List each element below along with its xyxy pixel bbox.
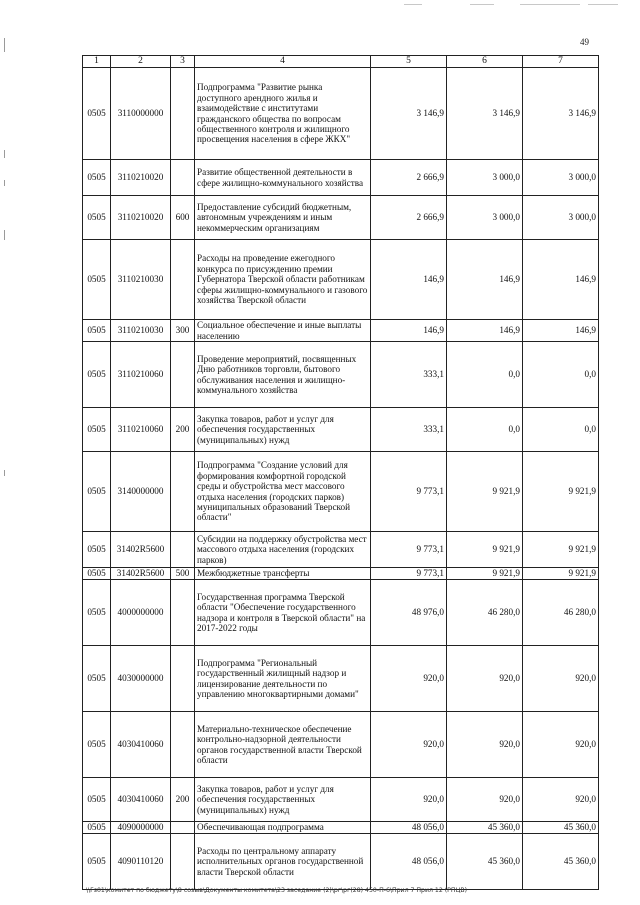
target-code-cell: 4030410060 xyxy=(111,778,171,822)
section-cell: 0505 xyxy=(83,452,111,532)
amount-year1-cell: 2 666,9 xyxy=(371,196,447,240)
item-name-cell: Социальное обеспечение и иные выплаты населению xyxy=(195,320,371,342)
section-cell: 0505 xyxy=(83,822,111,834)
item-name-cell: Государственная программа Тверской области "Обеспечение государственного надзора и контроля в Тверской области" на 2017-2022 годы xyxy=(195,580,371,646)
target-code-cell: 3110210060 xyxy=(111,342,171,408)
amount-year3-cell: 45 360,0 xyxy=(523,834,599,890)
table-row xyxy=(83,452,599,532)
target-code-cell: 3110210020 xyxy=(111,160,171,196)
item-name-cell: Развитие общественной деятельности в сфере жилищно-коммунального хозяйства xyxy=(195,160,371,196)
item-name-cell: Предоставление субсидий бюджетным, автономным учреждениям и иным некоммерческим организациям xyxy=(195,196,371,240)
target-code-cell: 3110210060 xyxy=(111,408,171,452)
amount-year2-cell: 920,0 xyxy=(447,646,523,712)
amount-year2-cell: 9 921,9 xyxy=(447,452,523,532)
table-row xyxy=(83,580,599,646)
expense-type-cell xyxy=(171,712,195,778)
amount-year3-cell: 3 000,0 xyxy=(523,196,599,240)
expense-type-cell xyxy=(171,834,195,890)
table-row xyxy=(83,822,599,834)
table-row xyxy=(83,320,599,342)
amount-year1-cell: 146,9 xyxy=(371,240,447,320)
target-code-cell: 3110210030 xyxy=(111,320,171,342)
amount-year2-cell: 3 000,0 xyxy=(447,196,523,240)
amount-year2-cell: 0,0 xyxy=(447,408,523,452)
target-code-cell: 3110000000 xyxy=(111,68,171,160)
column-header: 3 xyxy=(171,56,195,68)
table-body xyxy=(83,68,599,890)
amount-year2-cell: 146,9 xyxy=(447,320,523,342)
expense-type-cell xyxy=(171,342,195,408)
section-cell: 0505 xyxy=(83,408,111,452)
amount-year1-cell: 146,9 xyxy=(371,320,447,342)
column-header: 1 xyxy=(83,56,111,68)
amount-year2-cell: 9 921,9 xyxy=(447,568,523,580)
amount-year3-cell: 920,0 xyxy=(523,778,599,822)
section-cell: 0505 xyxy=(83,320,111,342)
amount-year2-cell: 9 921,9 xyxy=(447,532,523,568)
item-name-cell: Материально-техническое обеспечение контрольно-надзорной деятельности органов государственной власти Тверской области xyxy=(195,712,371,778)
item-name-cell: Субсидии на поддержку обустройства мест массового отдыха населения (городских парков) xyxy=(195,532,371,568)
target-code-cell: 4090110120 xyxy=(111,834,171,890)
section-cell: 0505 xyxy=(83,532,111,568)
column-header: 5 xyxy=(371,56,447,68)
amount-year1-cell: 9 773,1 xyxy=(371,452,447,532)
item-name-cell: Проведение мероприятий, посвященных Дню работников торговли, бытового обслуживания населения и жилищно-коммунального хозяйства xyxy=(195,342,371,408)
table-row xyxy=(83,834,599,890)
amount-year2-cell: 920,0 xyxy=(447,712,523,778)
section-cell: 0505 xyxy=(83,160,111,196)
amount-year3-cell: 9 921,9 xyxy=(523,532,599,568)
amount-year1-cell: 920,0 xyxy=(371,646,447,712)
expense-type-cell: 300 xyxy=(171,320,195,342)
expense-type-cell: 200 xyxy=(171,408,195,452)
amount-year2-cell: 920,0 xyxy=(447,778,523,822)
target-code-cell: 3110210030 xyxy=(111,240,171,320)
expense-type-cell xyxy=(171,160,195,196)
amount-year2-cell: 0,0 xyxy=(447,342,523,408)
column-header: 4 xyxy=(195,56,371,68)
section-cell: 0505 xyxy=(83,580,111,646)
section-cell: 0505 xyxy=(83,646,111,712)
section-cell: 0505 xyxy=(83,240,111,320)
amount-year1-cell: 2 666,9 xyxy=(371,160,447,196)
scan-marks-left xyxy=(4,30,6,510)
amount-year1-cell: 333,1 xyxy=(371,342,447,408)
amount-year2-cell: 146,9 xyxy=(447,240,523,320)
table-row xyxy=(83,342,599,408)
target-code-cell: 3110210020 xyxy=(111,196,171,240)
target-code-cell: 4090000000 xyxy=(111,822,171,834)
expense-type-cell: 600 xyxy=(171,196,195,240)
amount-year3-cell: 920,0 xyxy=(523,712,599,778)
item-name-cell: Расходы по центральному аппарату исполнительных органов государственной власти Тверской области xyxy=(195,834,371,890)
table-row xyxy=(83,68,599,160)
amount-year3-cell: 46 280,0 xyxy=(523,580,599,646)
target-code-cell: 4030000000 xyxy=(111,646,171,712)
amount-year2-cell: 46 280,0 xyxy=(447,580,523,646)
amount-year1-cell: 48 976,0 xyxy=(371,580,447,646)
amount-year3-cell: 3 146,9 xyxy=(523,68,599,160)
item-name-cell: Расходы на проведение ежегодного конкурса по присуждению премии Губернатора Тверской области работникам сферы жилищно-коммунального и газового хозяйства Тверской области xyxy=(195,240,371,320)
column-header: 7 xyxy=(523,56,599,68)
section-cell: 0505 xyxy=(83,834,111,890)
amount-year1-cell: 9 773,1 xyxy=(371,532,447,568)
expense-type-cell xyxy=(171,68,195,160)
amount-year1-cell: 920,0 xyxy=(371,712,447,778)
expense-type-cell: 200 xyxy=(171,778,195,822)
amount-year2-cell: 45 360,0 xyxy=(447,834,523,890)
section-cell: 0505 xyxy=(83,342,111,408)
table-row xyxy=(83,196,599,240)
table-row xyxy=(83,646,599,712)
amount-year3-cell: 0,0 xyxy=(523,342,599,408)
amount-year3-cell: 146,9 xyxy=(523,240,599,320)
amount-year3-cell: 146,9 xyxy=(523,320,599,342)
amount-year3-cell: 45 360,0 xyxy=(523,822,599,834)
table-row xyxy=(83,568,599,580)
table-row xyxy=(83,240,599,320)
target-code-cell: 31402R5600 xyxy=(111,532,171,568)
table-row xyxy=(83,712,599,778)
amount-year1-cell: 333,1 xyxy=(371,408,447,452)
item-name-cell: Межбюджетные трансферты xyxy=(195,568,371,580)
section-cell: 0505 xyxy=(83,778,111,822)
expense-type-cell xyxy=(171,452,195,532)
item-name-cell: Закупка товаров, работ и услуг для обеспечения государственных (муниципальных) нужд xyxy=(195,408,371,452)
target-code-cell: 31402R5600 xyxy=(111,568,171,580)
section-cell: 0505 xyxy=(83,568,111,580)
section-cell: 0505 xyxy=(83,196,111,240)
expense-type-cell xyxy=(171,580,195,646)
amount-year1-cell: 48 056,0 xyxy=(371,834,447,890)
amount-year2-cell: 3 000,0 xyxy=(447,160,523,196)
amount-year1-cell: 48 056,0 xyxy=(371,822,447,834)
column-header: 6 xyxy=(447,56,523,68)
amount-year3-cell: 0,0 xyxy=(523,408,599,452)
column-header: 2 xyxy=(111,56,171,68)
item-name-cell: Подпрограмма "Развитие рынка доступного арендного жилья и взаимодействие с институтами гражданского общества по вопросам общественного контроля и жилищного просвещения населения в сфере ЖКХ" xyxy=(195,68,371,160)
expense-type-cell xyxy=(171,532,195,568)
amount-year1-cell: 9 773,1 xyxy=(371,568,447,580)
section-cell: 0505 xyxy=(83,68,111,160)
table-row xyxy=(83,532,599,568)
target-code-cell: 4030410060 xyxy=(111,712,171,778)
expense-type-cell xyxy=(171,822,195,834)
amount-year3-cell: 920,0 xyxy=(523,646,599,712)
expense-type-cell: 500 xyxy=(171,568,195,580)
amount-year2-cell: 3 146,9 xyxy=(447,68,523,160)
item-name-cell: Обеспечивающая подпрограмма xyxy=(195,822,371,834)
expense-type-cell xyxy=(171,240,195,320)
amount-year3-cell: 9 921,9 xyxy=(523,568,599,580)
page-number: 49 xyxy=(580,37,589,47)
amount-year2-cell: 45 360,0 xyxy=(447,822,523,834)
item-name-cell: Подпрограмма "Региональный государственный жилищный надзор и лицензирование деятельности по управлению многоквартирными домами" xyxy=(195,646,371,712)
expense-type-cell xyxy=(171,646,195,712)
table-header-row xyxy=(83,56,599,68)
table-row xyxy=(83,778,599,822)
budget-table xyxy=(82,55,599,890)
amount-year3-cell: 3 000,0 xyxy=(523,160,599,196)
table-row xyxy=(83,160,599,196)
item-name-cell: Подпрограмма "Создание условий для формирования комфортной городской среды и обустройства мест массового отдыха населения (городских парков) муниципальных образований Тверской области" xyxy=(195,452,371,532)
file-path-footer: \\Fs01\комитет по бюджету\8 созыв\Документы комитета\23 заседание (2)\рг\рг(28) 450-П-6\Прил 7 Прил 12 (РПЦВ) xyxy=(86,887,468,894)
target-code-cell: 4000000000 xyxy=(111,580,171,646)
table-row xyxy=(83,408,599,452)
target-code-cell: 3140000000 xyxy=(111,452,171,532)
amount-year1-cell: 3 146,9 xyxy=(371,68,447,160)
item-name-cell: Закупка товаров, работ и услуг для обеспечения государственных (муниципальных) нужд xyxy=(195,778,371,822)
amount-year1-cell: 920,0 xyxy=(371,778,447,822)
section-cell: 0505 xyxy=(83,712,111,778)
amount-year3-cell: 9 921,9 xyxy=(523,452,599,532)
